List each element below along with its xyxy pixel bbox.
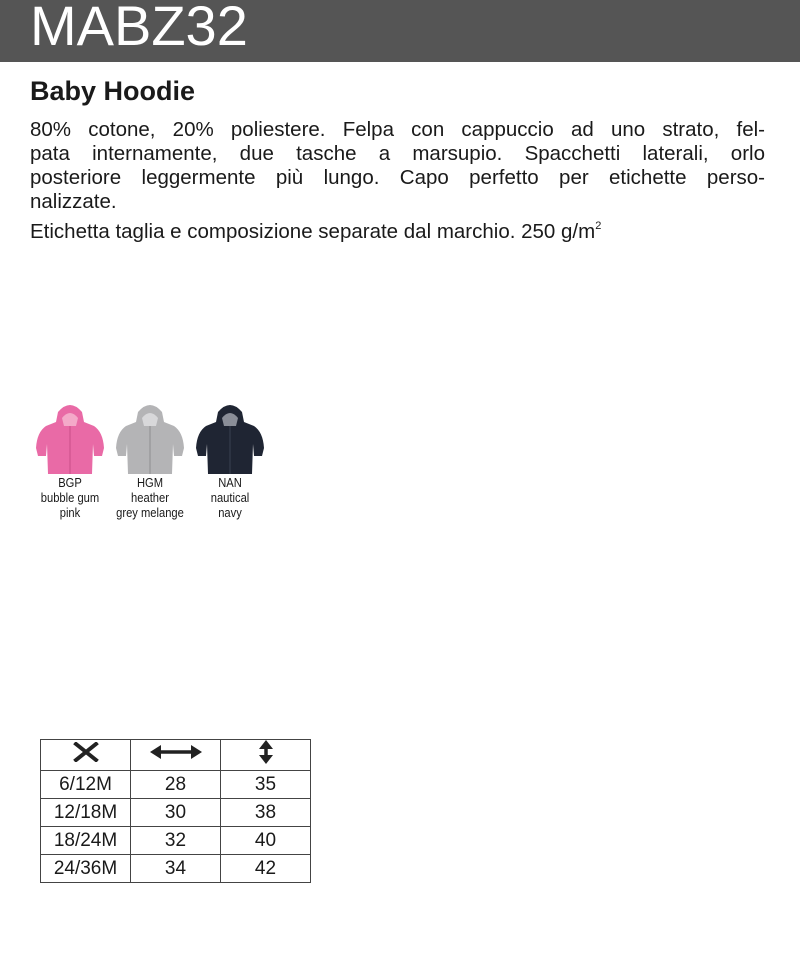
swatch-name: heather bbox=[131, 490, 169, 505]
width-cell: 32 bbox=[131, 827, 221, 855]
size-table-header bbox=[41, 740, 311, 771]
product-title: Baby Hoodie bbox=[30, 76, 196, 106]
weight-superscript: 2 bbox=[595, 220, 602, 232]
swatch-code: NAN bbox=[218, 475, 242, 490]
swatch-code: BGP bbox=[58, 475, 82, 490]
description-line: nalizzate. bbox=[30, 190, 117, 213]
swatch-bgp[interactable] bbox=[30, 400, 110, 520]
swatch-name: bubble gum bbox=[40, 490, 100, 505]
swatch-name: nautical bbox=[210, 490, 250, 505]
length-header-cell bbox=[221, 740, 311, 771]
hoodie-grey-icon bbox=[112, 400, 188, 475]
length-cell: 35 bbox=[221, 771, 311, 799]
width-cell: 30 bbox=[131, 799, 221, 827]
product-description bbox=[30, 118, 765, 244]
description-line: pata internamente, due tasche a marsupio. Spacchetti laterali, orlo bbox=[30, 142, 765, 165]
swatch-code: HGM bbox=[136, 475, 164, 490]
size-cell: 24/36M bbox=[41, 855, 131, 883]
table-row bbox=[41, 771, 311, 799]
hoodie-pink-icon bbox=[32, 400, 108, 475]
swatch-hgm[interactable] bbox=[110, 400, 190, 520]
color-swatches bbox=[30, 400, 270, 530]
length-cell: 38 bbox=[221, 799, 311, 827]
swatch-name: grey melange bbox=[116, 505, 184, 520]
table-row bbox=[41, 827, 311, 855]
size-cross-icon bbox=[73, 742, 99, 762]
description-line: posteriore leggermente più lungo. Capo perfetto per etichette perso- bbox=[30, 166, 765, 189]
width-header-cell bbox=[131, 740, 221, 771]
width-cell: 28 bbox=[131, 771, 221, 799]
width-arrow-icon bbox=[150, 744, 202, 760]
size-cell: 12/18M bbox=[41, 799, 131, 827]
swatch-name: pink bbox=[59, 505, 81, 520]
length-cell: 40 bbox=[221, 827, 311, 855]
product-code: MABZ32 bbox=[30, 0, 248, 57]
description-line-weight: Etichetta taglia e composizione separate dal marchio. 250 $g/m^2$ bbox=[30, 220, 602, 243]
width-cell: 34 bbox=[131, 855, 221, 883]
hoodie-navy-icon bbox=[192, 400, 268, 475]
header-bar bbox=[0, 0, 800, 62]
size-table bbox=[40, 739, 311, 883]
table-row bbox=[41, 855, 311, 883]
size-cell: 18/24M bbox=[41, 827, 131, 855]
size-cell: 6/12M bbox=[41, 771, 131, 799]
description-line: 80% cotone, 20% poliestere. Felpa con cappuccio ad uno strato, fel- bbox=[30, 118, 765, 141]
swatch-nan[interactable] bbox=[190, 400, 270, 520]
swatch-name: navy bbox=[218, 505, 242, 520]
table-row bbox=[41, 799, 311, 827]
size-header-cell bbox=[41, 740, 131, 771]
length-arrow-icon bbox=[258, 740, 274, 764]
length-cell: 42 bbox=[221, 855, 311, 883]
